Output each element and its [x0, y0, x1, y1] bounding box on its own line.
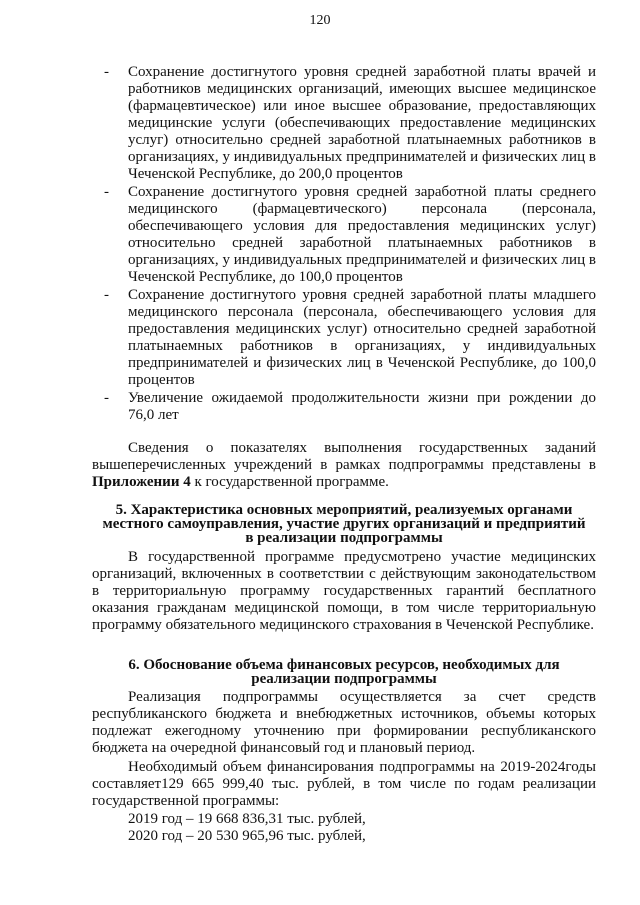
funding-by-year — [92, 811, 596, 845]
heading-line: в реализации подпрограммы — [245, 530, 443, 546]
dash-marker: - — [104, 184, 109, 200]
heading-line: местного самоуправления, участие других организаций и предприятий — [102, 516, 586, 532]
dash-marker: - — [104, 390, 109, 406]
dash-marker: - — [104, 64, 109, 80]
section-5-heading — [92, 503, 596, 545]
page-number: 120 — [309, 13, 331, 28]
list-item — [92, 64, 596, 183]
list-item-text: Сохранение достигнутого уровня средней заработной платы врачей и работников медицинских организаций, имеющих высшее медицинское (фармацевтическое) или иное высшее образование, предоставляющих медицинские услуги (обеспечивающих предоставление медицинских услуг) относительно средней заработной платынаемных работников в организациях, у индивидуальных предпринимателей и физических лиц в Чеченской Республике, до 200,0 процентов — [128, 64, 596, 182]
year-funding-line: 2019 год – 19 668 836,31 тыс. рублей, — [128, 811, 366, 827]
funding-sources-paragraph: Реализация подпрограммы осуществляется за счет средств республиканского бюджета и внебюджетных источников, объемы которых подлежат ежегодному уточнению при формировании республиканского бюджета на очередной финансовый год и плановый период. — [92, 689, 596, 756]
list-item — [92, 287, 596, 389]
dash-marker: - — [104, 287, 109, 303]
paragraph-text: к государственной программе. — [190, 474, 389, 490]
list-item — [92, 390, 596, 424]
target-indicators-list — [92, 64, 596, 424]
list-item-text: Сохранение достигнутого уровня средней заработной платы среднего медицинского (фармацевтического) персонала (персонала, обеспечивающего условия для предоставления медицинских услуг) относительно средней заработной платынаемных работников в организациях, у индивидуальных предпринимателей и физических лиц в Чеченской Республике, до 100,0 процентов — [128, 184, 596, 285]
heading-line: 5. Характеристика основных мероприятий, реализуемых органами — [115, 502, 573, 518]
year-funding-line: 2020 год – 20 530 965,96 тыс. рублей, — [128, 828, 366, 844]
appendix-reference: Приложении 4 — [92, 474, 191, 490]
appendix-reference-paragraph — [92, 440, 596, 491]
heading-line: 6. Обоснование объема финансовых ресурсов, необходимых для — [128, 657, 560, 673]
paragraph-text: Сведения о показателях выполнения государственных заданий вышеперечисленных учреждений в рамках подпрограммы представлены в — [92, 440, 596, 473]
list-item-text: Увеличение ожидаемой продолжительности жизни при рождении до 76,0 лет — [128, 390, 596, 423]
heading-line: реализации подпрограммы — [251, 671, 437, 687]
list-item-text: Сохранение достигнутого уровня средней заработной платы младшего медицинского персонала (персонала, обеспечивающего условия для предоставления медицинских услуг) относительно средней заработной платынаемных работников в организациях, у индивидуальных предпринимателей и физических лиц в Чеченской Республике, до 100,0 процентов — [128, 287, 596, 388]
section-5-paragraph: В государственной программе предусмотрено участие медицинских организаций, включенных в соответствии с действующим законодательством в территориальную программу государственных гарантий бесплатного оказания гражданам медицинской помощи, в том числе территориальную программу обязательного медицинского страхования в Чеченской Республике. — [92, 549, 596, 633]
section-6-heading — [92, 658, 596, 686]
list-item — [92, 184, 596, 286]
funding-total-paragraph: Необходимый объем финансирования подпрограммы на 2019-2024годы составляет129 665 999,40 тыс. рублей, в том числе по годам реализации государственной программы: — [92, 759, 596, 809]
